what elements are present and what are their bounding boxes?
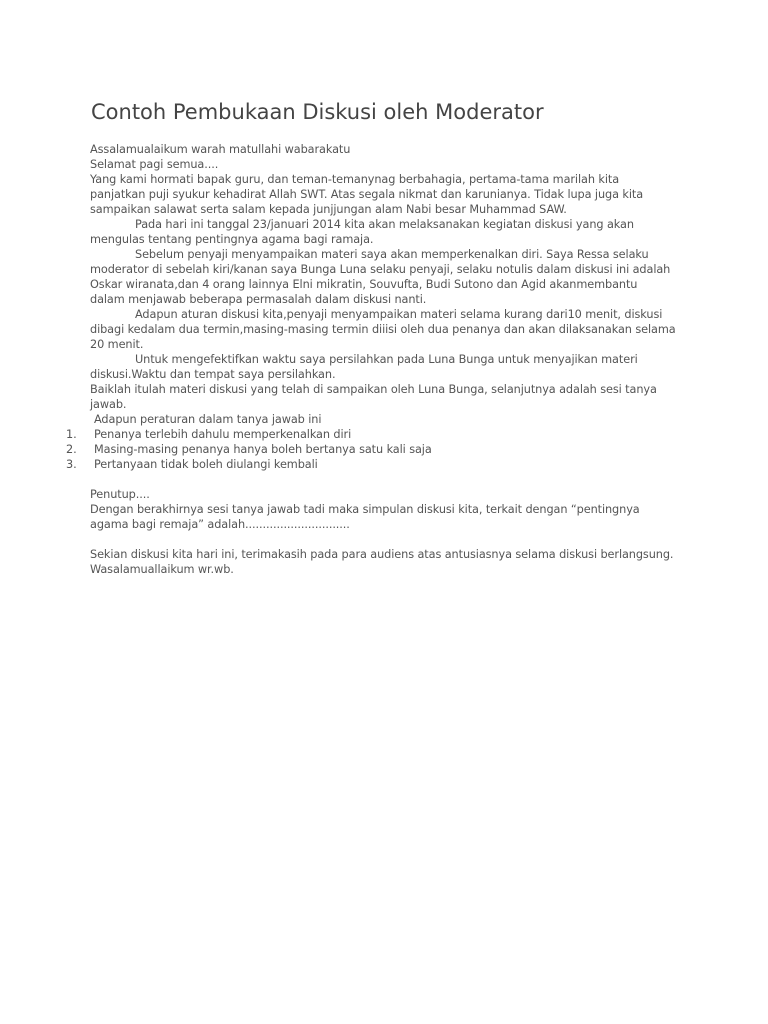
spacer <box>90 532 690 547</box>
document-title: Contoh Pembukaan Diskusi oleh Moderator <box>91 100 544 124</box>
list-item <box>66 427 690 442</box>
qa-rules-heading: Adapun peraturan dalam tanya jawab ini <box>94 413 322 426</box>
paragraph-line: Adapun aturan diskusi kita,penyaji menyampaikan materi selama kurang dari10 menit, diskusi <box>135 308 663 321</box>
paragraph-line: panjatkan puji syukur kehadirat Allah SWT. Atas segala nikmat dan karunianya. Tidak lupa juga kita <box>90 188 644 201</box>
paragraph-line: jawab. <box>90 398 127 411</box>
paragraph-line: sampaikan salawat serta salam kepada junjjungan alam Nabi besar Muhammad SAW. <box>90 203 567 216</box>
closing-heading: Penutup.... <box>90 488 150 501</box>
paragraph-line: dibagi kedalam dua termin,masing-masing termin diiisi oleh dua penanya dan akan dilaksanakan selama <box>90 323 676 336</box>
paragraph-line: mengulas tentang pentingnya agama bagi ramaja. <box>90 233 374 246</box>
document-body <box>66 142 690 577</box>
qa-rules-list <box>66 427 690 472</box>
greeting-line: Selamat pagi semua.... <box>90 158 219 171</box>
paragraph-line: Dengan berakhirnya sesi tanya jawab tadi maka simpulan diskusi kita, terkait dengan “pentingnya <box>90 503 640 516</box>
greeting-line: Assalamualaikum warah matullahi wabarakatu <box>90 143 351 156</box>
paragraph-line: Pada hari ini tanggal 23/januari 2014 kita akan melaksanakan kegiatan diskusi yang akan <box>135 218 634 231</box>
paragraph-line: Baiklah itulah materi diskusi yang telah di sampaikan oleh Luna Bunga, selanjutnya adalah sesi tanya <box>90 383 657 396</box>
paragraph-line: diskusi.Waktu dan tempat saya persilahkan. <box>90 368 336 381</box>
list-number: 2. <box>66 443 77 456</box>
paragraph-line: Oskar wiranata,dan 4 orang lainnya Elni mikratin, Souvufta, Budi Sutono dan Agid akanmembantu <box>90 278 638 291</box>
paragraph-line: Sebelum penyaji menyampaikan materi saya akan memperkenalkan diri. Saya Ressa selaku <box>135 248 649 261</box>
list-item <box>66 457 690 472</box>
paragraph-line: Yang kami hormati bapak guru, dan teman-temanynag berbahagia, pertama-tama marilah kita <box>90 173 620 186</box>
list-item <box>66 442 690 457</box>
spacer <box>90 472 690 487</box>
paragraph-line: agama bagi remaja” adalah.............................. <box>90 518 350 531</box>
paragraph-line: moderator di sebelah kiri/kanan saya Bunga Luna selaku penyaji, selaku notulis dalam diskusi ini adalah <box>90 263 671 276</box>
paragraph-line: dalam menjawab beberapa permasalah dalam diskusi nanti. <box>90 293 427 306</box>
list-item-text: Masing-masing penanya hanya boleh bertanya satu kali saja <box>94 443 432 456</box>
paragraph-line: Sekian diskusi kita hari ini, terimakasih pada para audiens atas antusiasnya selama diskusi berlangsung. <box>90 548 674 561</box>
list-number: 3. <box>66 458 77 471</box>
paragraph-line: 20 menit. <box>90 338 144 351</box>
list-item-text: Penanya terlebih dahulu memperkenalkan diri <box>94 428 352 441</box>
paragraph-line: Untuk mengefektifkan waktu saya persilahkan pada Luna Bunga untuk menyajikan materi <box>135 353 638 366</box>
list-number: 1. <box>66 428 77 441</box>
list-item-text: Pertanyaan tidak boleh diulangi kembali <box>94 458 318 471</box>
closing-salutation: Wasalamuallaikum wr.wb. <box>90 563 234 576</box>
